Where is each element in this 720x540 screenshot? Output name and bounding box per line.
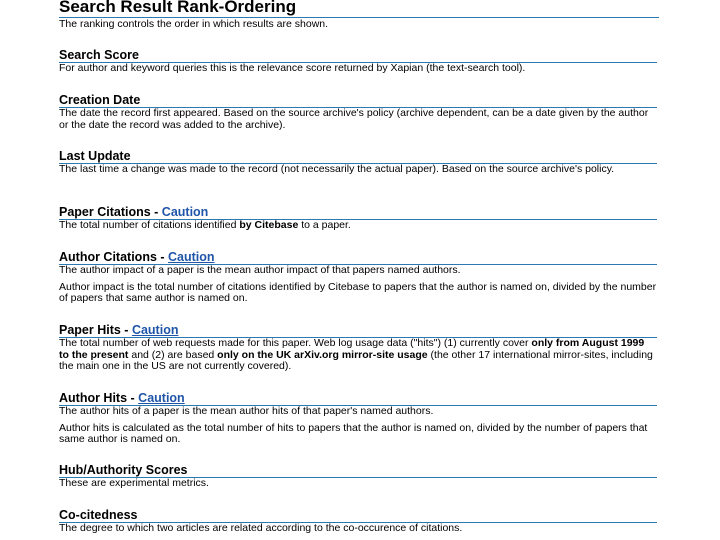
section-text: The date the record first appeared. Based on the source archive's policy (archive dependent, can be a date given by the author or the date the record was added to the archive). — [59, 107, 649, 131]
caution-link[interactable]: Caution — [161, 205, 209, 219]
section-author-hits — [59, 391, 657, 446]
caution-link[interactable]: Caution — [138, 391, 185, 405]
section-heading: Creation Date — [59, 93, 657, 108]
section-heading: Last Update — [59, 149, 657, 164]
section-heading: Search Score — [59, 48, 657, 63]
section-heading-label: Author Citations - — [59, 250, 169, 264]
section-heading — [59, 391, 657, 406]
caution-link[interactable]: Caution — [131, 323, 179, 337]
page-title: Search Result Rank-Ordering — [59, 0, 659, 18]
text-emphasis: only on the UK arXiv.org mirror-site usage — [217, 348, 428, 361]
text-part: to a paper. — [298, 219, 351, 231]
section-cocitedness — [59, 508, 657, 535]
section-text — [59, 338, 657, 373]
text-part: The total number of citations identified — [59, 219, 240, 231]
section-text: The author hits of a paper is the mean author hits of that paper's named authors. — [59, 405, 434, 417]
text-emphasis: only from August 1999 to the present — [59, 337, 645, 361]
section-heading-label: Paper Hits - — [59, 323, 132, 337]
section-heading — [59, 205, 657, 220]
section-heading — [59, 250, 657, 265]
section-author-citations — [59, 250, 657, 305]
section-heading-label: Author Hits - — [59, 391, 139, 405]
section-text: The author impact of a paper is the mean author impact of that papers named authors. — [59, 264, 461, 276]
section-text: The last time a change was made to the record (not necessarily the actual paper). Based on the source archive's policy. — [59, 163, 615, 175]
section-heading: Co-citedness — [59, 508, 657, 523]
section-text: These are experimental metrics. — [59, 477, 209, 489]
text-emphasis: by Citebase — [239, 219, 299, 231]
section-paper-citations — [59, 205, 657, 232]
section-text: For author and keyword queries this is the relevance score returned by Xapian (the text-search tool). — [59, 62, 526, 74]
text-part: and (2) are based — [128, 348, 218, 361]
section-hub-authority — [59, 463, 657, 490]
section-text: Author hits is calculated as the total number of hits to papers that the author is named on, divided by the number of papers that same author is named on. — [59, 421, 648, 445]
section-last-update — [59, 149, 657, 176]
section-creation-date — [59, 93, 657, 131]
section-heading — [59, 323, 657, 338]
text-part: (the other 17 international mirror-sites, including the main one in the US are not currently covered). — [59, 348, 653, 372]
section-text: Author impact is the total number of citations identified by Citebase to papers that the author is named on, divided by the number of papers that same author is named on. — [59, 280, 657, 304]
section-heading-label: Paper Citations - — [59, 205, 162, 219]
section-paper-hits — [59, 323, 657, 373]
section-search-score — [59, 48, 657, 75]
caution-link[interactable]: Caution — [168, 250, 215, 264]
section-heading: Hub/Authority Scores — [59, 463, 657, 478]
intro-text: The ranking controls the order in which results are shown. — [59, 18, 329, 30]
text-part: The total number of web requests made for this paper. Web log usage data ("hits") (1) currently cover — [59, 337, 532, 349]
section-text: The degree to which two articles are related according to the co-occurence of citations. — [59, 522, 463, 534]
section-text — [59, 220, 657, 232]
